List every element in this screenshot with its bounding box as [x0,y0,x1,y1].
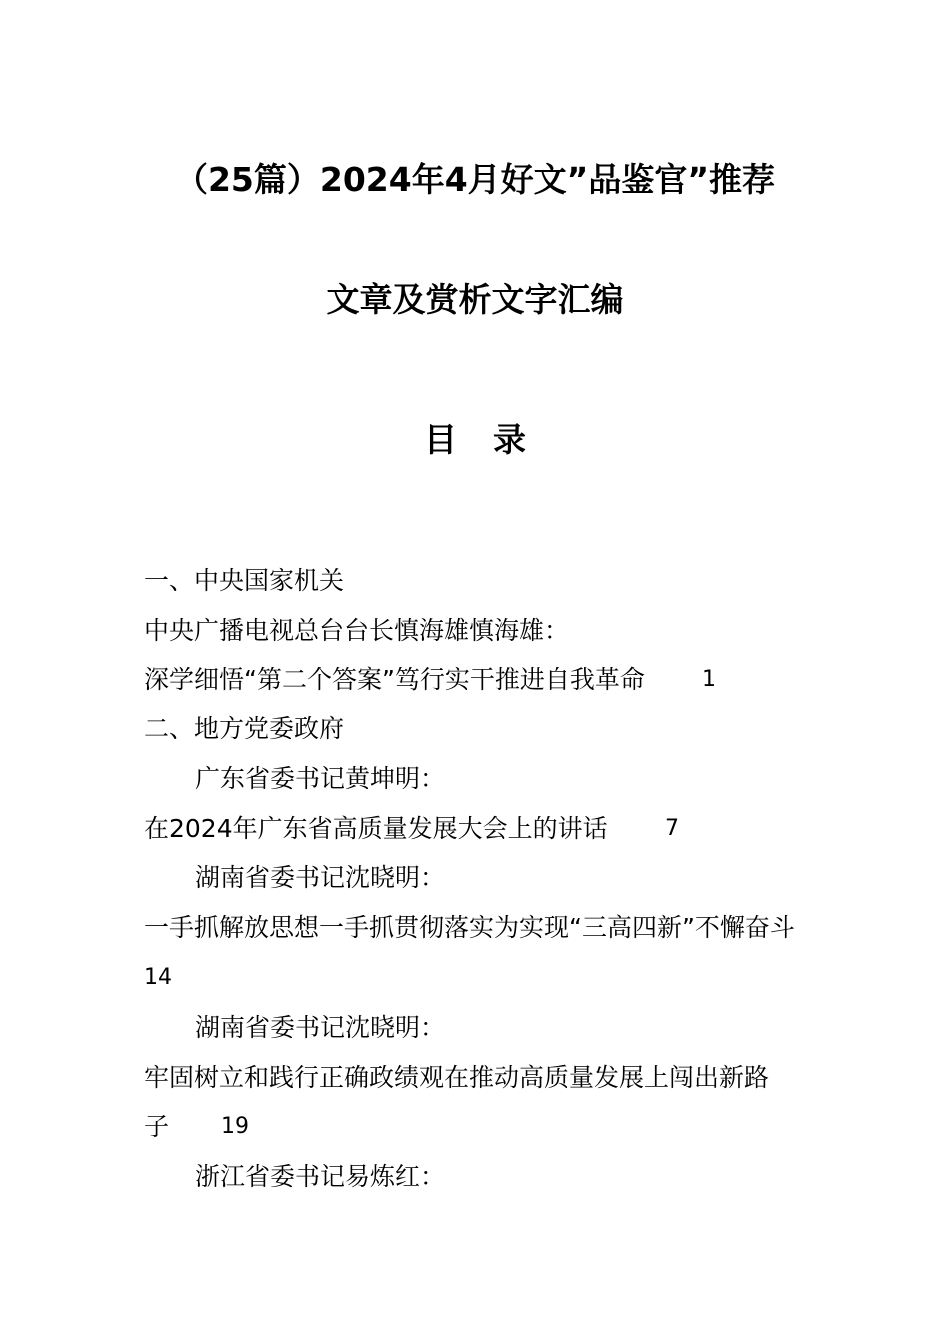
toc-entry-4-author: 湖南省委书记沈晓明： [195,1013,446,1042]
toc-entry-2-title: 在2024年广东省高质量发展大会上的讲话 [144,814,608,843]
toc-heading: 目录 [424,420,562,459]
toc-entry-5-author: 浙江省委书记易炼红： [195,1162,446,1191]
toc-entry-4-page: 19 [221,1114,249,1139]
toc-entry-1-page: 1 [702,667,716,692]
toc-section-1: 一、中央国家机关 [144,566,345,595]
toc-section-2: 二、地方党委政府 [144,714,345,743]
document-title-line-2: 文章及赏析文字汇编 [326,280,624,319]
toc-entry-3-page: 14 [144,965,172,990]
toc-entry-4-title-line-2: 子 [144,1112,170,1141]
toc-entry-3-author: 湖南省委书记沈晓明： [195,863,446,892]
toc-entry-3-title: 一手抓解放思想一手抓贯彻落实为实现“三高四新”不懈奋斗 [144,913,795,942]
toc-entry-2-author: 广东省委书记黄坤明： [195,764,446,793]
toc-entry-1-title: 深学细悟“第二个答案”笃行实干推进自我革命 [144,665,645,694]
document-title-line-1: （25篇）2024年4月好文”品鉴官”推荐 [174,160,776,199]
toc-entry-4-title-line-1: 牢固树立和践行正确政绩观在推动高质量发展上闯出新路 [144,1063,770,1092]
toc-entry-1-author: 中央广播电视总台台长慎海雄慎海雄： [144,616,570,645]
toc-entry-2-page: 7 [665,816,679,841]
